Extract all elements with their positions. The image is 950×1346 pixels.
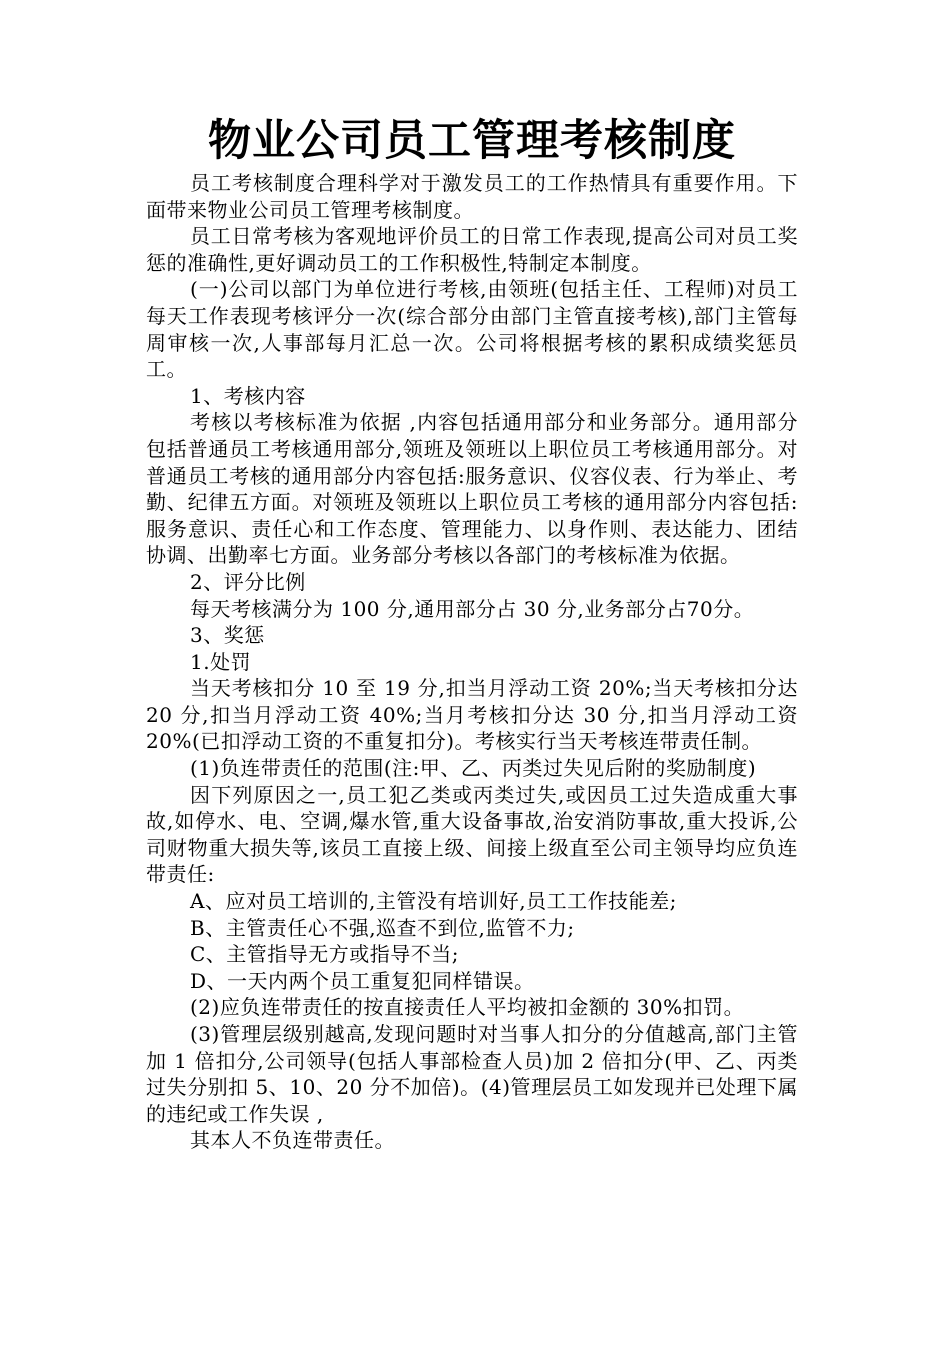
heading-score-ratio: 2、评分比例 [190,569,306,594]
document-page [146,112,798,1154]
list-item-b: B、主管责任心不强,巡查不到位,监管不力; [190,915,575,940]
list-item-a: A、应对员工培训的,主管没有培训好,员工工作技能差; [190,889,677,914]
paragraph-joint-liability-deduction: (2)应负连带责任的按直接责任人平均被扣金额的 30%扣罚。 [190,995,745,1020]
paragraph-joint-liability-scope: (1)负连带责任的范围(注:甲、乙、丙类过失见后附的奖励制度) [190,756,757,781]
paragraph-penalty: 当天考核扣分 10 至 19 分,扣当月浮动工资 20%;当天考核扣分达 20 分,扣当月浮动工资 40%;当月考核扣分达 30 分,扣当月浮动工资 20%(已扣浮动工资的不重复扣分)。考核实行当天考核连带责任制。 [146,676,798,754]
paragraph-management-level: (3)管理层级别越高,发现问题时对当事人扣分的分值越高,部门主管加 1 倍扣分,公司领导(包括人事部检查人员)加 2 倍扣分(甲、乙、丙类过失分别扣 5、10、20 分不加倍)。(4)管理层员工如发现并已处理下属的违纪或工作失误 , [146,1022,798,1126]
paragraph-section-1: (一)公司以部门为单位进行考核,由领班(包括主任、工程师)对员工每天工作表现考核评分一次(综合部分由部门主管直接考核),部门主管每周审核一次,人事部每月汇总一次。公司将根据考核的累积成绩奖惩员工。 [146,277,798,382]
paragraph-no-liability: 其本人不负连带责任。 [190,1128,395,1153]
paragraph-purpose: 员工日常考核为客观地评价员工的日常工作表现,提高公司对员工奖惩的准确性,更好调动员工的工作积极性,特制定本制度。 [146,224,798,275]
document-title: 物业公司员工管理考核制度 [208,116,736,166]
paragraph-score-ratio: 每天考核满分为 100 分,通用部分占 30 分,业务部分占70分。 [190,596,755,621]
heading-assessment-content: 1、考核内容 [190,383,306,408]
heading-penalty: 1.处罚 [190,649,252,674]
list-item-d: D、一天内两个员工重复犯同样错误。 [190,968,535,993]
heading-rewards-penalties: 3、奖惩 [190,623,265,648]
list-item-c: C、主管指导无方或指导不当; [190,942,460,967]
paragraph-assessment-content: 考核以考核标准为依据 ,内容包括通用部分和业务部分。通用部分包括普通员工考核通用部分,领班及领班以上职位员工考核通用部分。对普通员工考核的通用部分内容包括:服务意识、仪容仪表、行为举止、考勤、纪律五方面。对领班及领班以上职位员工考核的通用部分内容包括:服务意识、责任心和工作态度、管理能力、以身作则、表达能力、团结协调、出勤率七方面。业务部分考核以各部门的考核标准为依据。 [146,410,798,568]
paragraph-intro: 员工考核制度合理科学对于激发员工的工作热情具有重要作用。下面带来物业公司员工管理考核制度。 [146,171,798,222]
paragraph-joint-liability-causes: 因下列原因之一,员工犯乙类或丙类过失,或因员工过失造成重大事故,如停水、电、空调,爆水管,重大设备事故,治安消防事故,重大投诉,公司财物重大损失等,该员工直接上级、间接上级直至公司主领导均应负连带责任: [146,782,798,887]
